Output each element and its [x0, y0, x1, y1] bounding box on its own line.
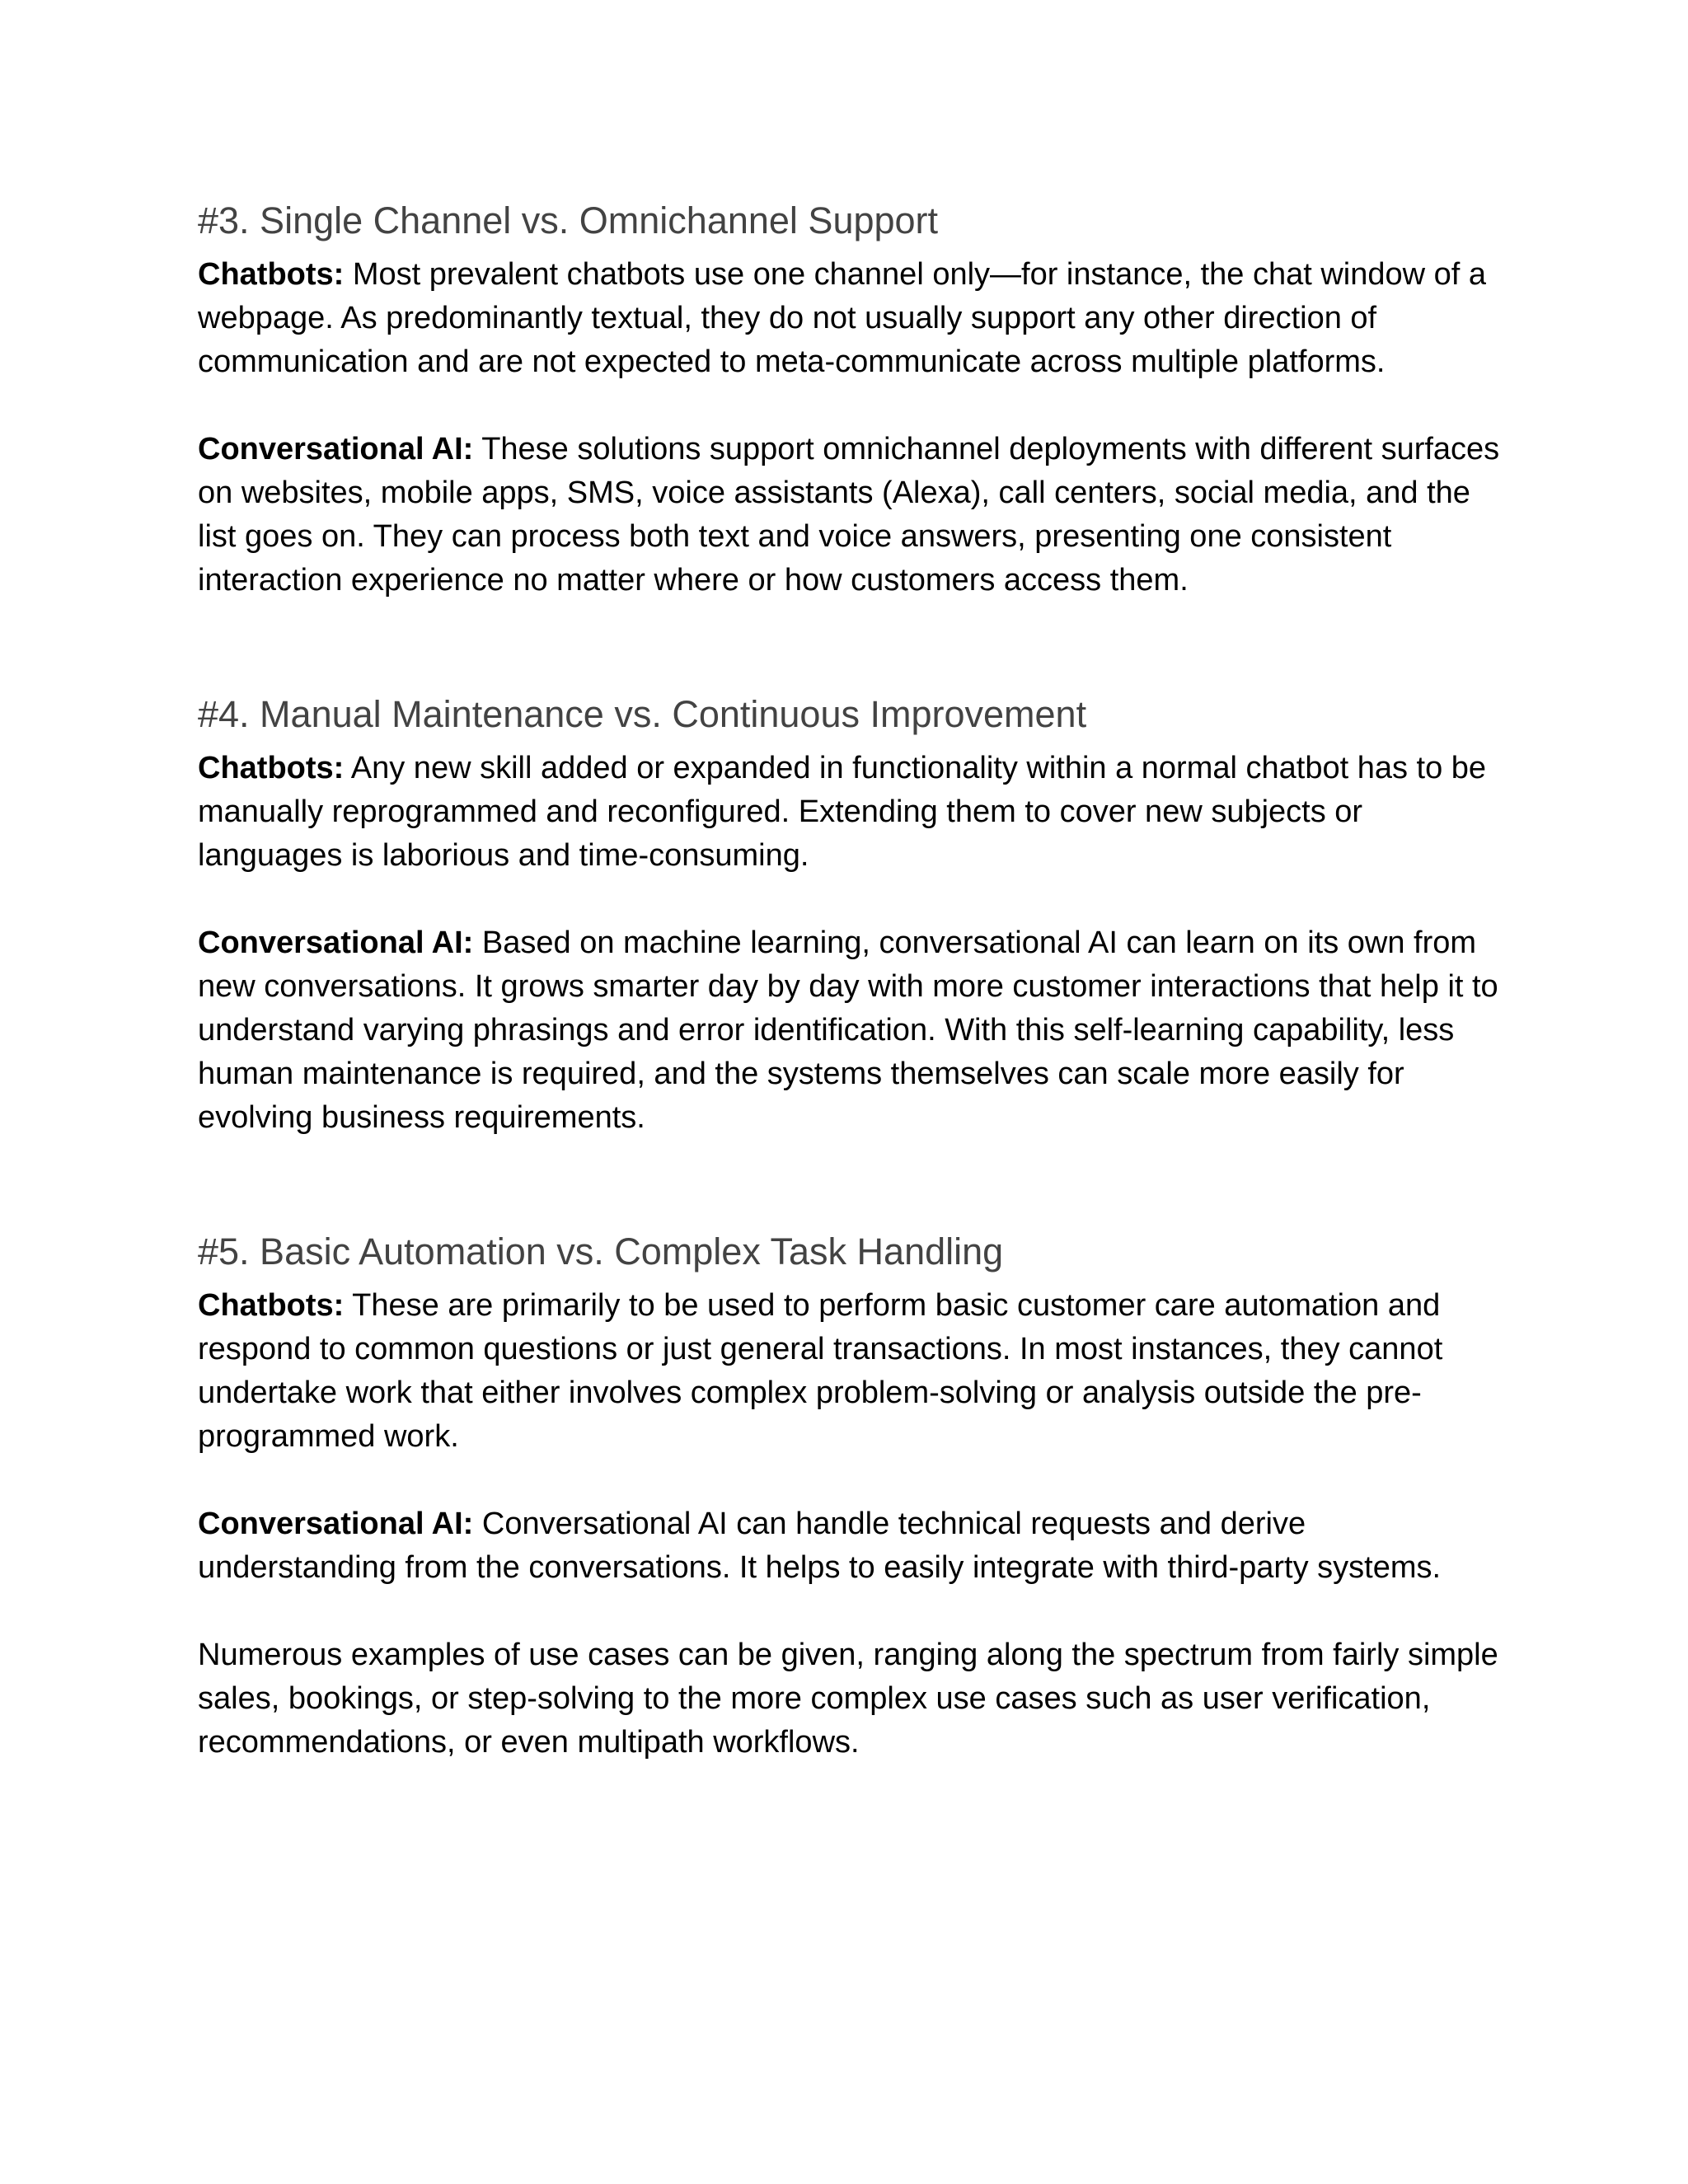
paragraph-lead: Chatbots: — [198, 751, 345, 785]
paragraph-lead: Conversational AI: — [198, 432, 474, 466]
paragraph-conversational-ai — [198, 921, 1500, 1140]
paragraph-lead: Conversational AI: — [198, 1507, 474, 1541]
paragraph-chatbots — [198, 253, 1500, 384]
paragraph-text: These solutions support omnichannel deployments with different surfaces on websites, mobile apps, SMS, voice assistants (Alexa), call centers, social media, and the list goes on. They can process both text and voice answers, presenting one consistent interaction experience no matter where or how customers access them. — [198, 432, 1500, 598]
paragraph-lead: Chatbots: — [198, 1288, 345, 1323]
paragraph-text: These are primarily to be used to perform basic customer care automation and respond to common questions or just general transactions. In most instances, they cannot undertake work that either involves complex problem-solving or analysis outside the pre-programmed work. — [198, 1288, 1443, 1454]
document-page — [198, 196, 1500, 1765]
section-basic-automation-vs-complex-task-handling — [198, 1227, 1500, 1765]
paragraph-chatbots — [198, 747, 1500, 878]
paragraph-conversational-ai — [198, 1502, 1500, 1590]
paragraph-text: Based on machine learning, conversational AI can learn on its own from new conversations. It grows smarter day by day with more customer interactions that help it to understand varying phrasings and error identification. With this self-learning capability, less human maintenance is required, and the systems themselves can scale more easily for evolving business requirements. — [198, 926, 1498, 1135]
paragraph-lead: Conversational AI: — [198, 926, 474, 960]
section-single-channel-vs-omnichannel — [198, 196, 1500, 602]
section-heading: #4. Manual Maintenance vs. Continuous Improvement — [198, 693, 1087, 735]
paragraph-use-cases — [198, 1633, 1500, 1765]
section-heading: #3. Single Channel vs. Omnichannel Support — [198, 199, 939, 241]
paragraph-lead: Chatbots: — [198, 257, 345, 292]
paragraph-text: Any new skill added or expanded in functionality within a normal chatbot has to be manually reprogrammed and reconfigured. Extending them to cover new subjects or languages is laborious and time-consuming. — [198, 751, 1487, 873]
section-heading: #5. Basic Automation vs. Complex Task Handling — [198, 1230, 1004, 1272]
paragraph-conversational-ai — [198, 428, 1500, 602]
paragraph-chatbots — [198, 1284, 1500, 1459]
paragraph-text: Numerous examples of use cases can be given, ranging along the spectrum from fairly simple sales, bookings, or step-solving to the more complex use cases such as user verification, recommendations, or even multipath workflows. — [198, 1638, 1498, 1760]
section-manual-maintenance-vs-continuous-improvement — [198, 690, 1500, 1140]
paragraph-text: Conversational AI can handle technical requests and derive understanding from the conversations. It helps to easily integrate with third-party systems. — [198, 1507, 1442, 1585]
paragraph-text: Most prevalent chatbots use one channel only—for instance, the chat window of a webpage. As predominantly textual, they do not usually support any other direction of communication and are not expected to meta-communicate across multiple platforms. — [198, 257, 1487, 379]
